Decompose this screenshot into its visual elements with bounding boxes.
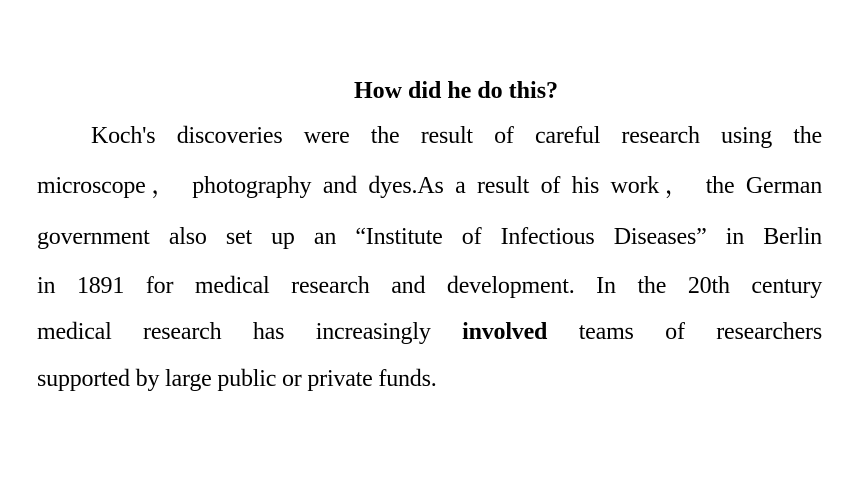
paragraph-line-4: in 1891 for medical research and development. In the 20th century <box>37 273 822 299</box>
paragraph-line-6: supported by large public or private funds. <box>37 366 437 392</box>
paragraph-line-5 <box>37 317 822 347</box>
paragraph-line-3: government also set up an “Institute of Infectious Diseases” in Berlin <box>37 224 822 250</box>
bold-keyword-involved: involved <box>462 319 548 345</box>
paragraph-line-2: microscope， photography and dyes.As a result of his work， the German <box>37 173 822 199</box>
line-5-text-after: teams of researchers <box>578 319 822 345</box>
line-5-text-before: medical research has increasingly <box>37 319 431 345</box>
paragraph-line-1: Koch's discoveries were the result of careful research using the <box>91 123 822 149</box>
slide-heading: How did he do this? <box>353 78 559 104</box>
